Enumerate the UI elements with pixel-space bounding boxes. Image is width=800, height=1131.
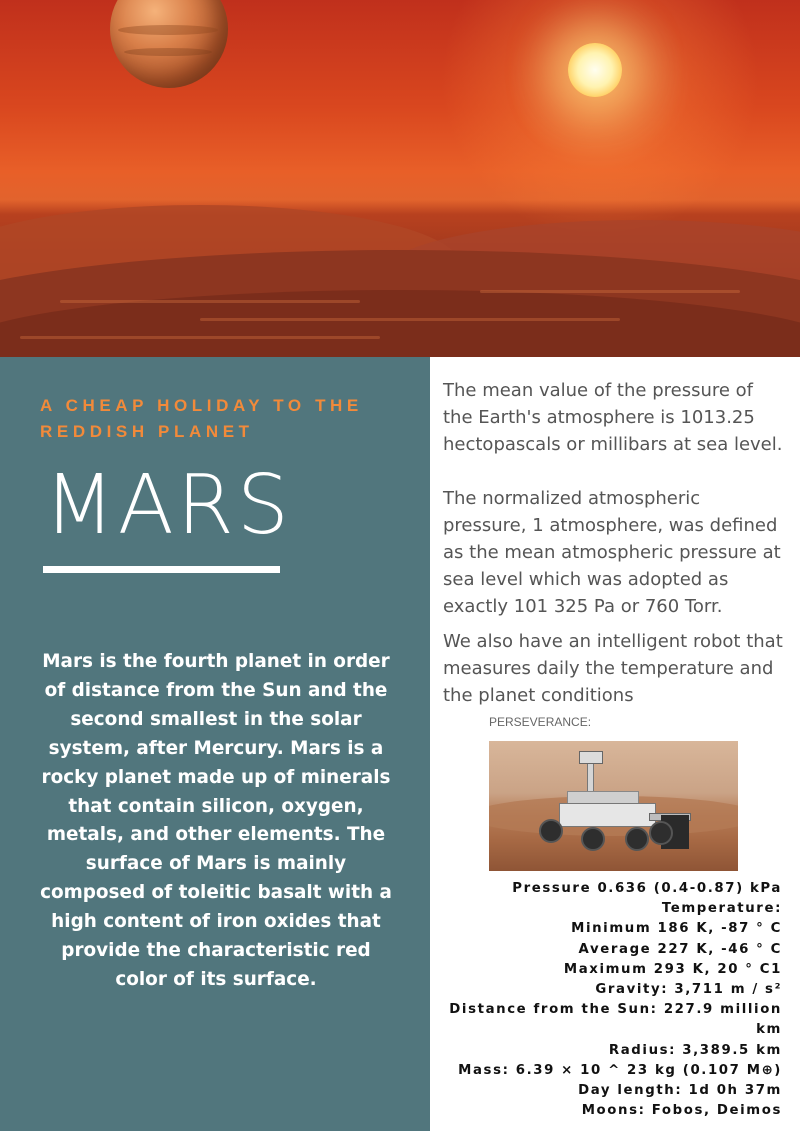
- stat-line: Radius: 3,389.5 km: [608, 1042, 782, 1058]
- kicker-line: REDDISH PLANET: [40, 422, 254, 441]
- rover-label: PERSEVERANCE:: [489, 715, 592, 729]
- rover-image: [489, 741, 738, 871]
- sun-glow: [440, 0, 760, 240]
- stat-line: Average 227 K, -46 ° C: [578, 941, 782, 957]
- terrain-streak: [200, 318, 620, 321]
- atmosphere-paragraph: The normalized atmospheric pressure, 1 atmosphere, was defined as the mean atmospheric pressure at sea level which was adopted as exactly 101 325 Pa or 760 Torr.: [443, 488, 781, 617]
- stat-line: Distance from the Sun: 227.9 million km: [449, 1002, 782, 1038]
- pressure-paragraph: The mean value of the pressure of the Earth's atmosphere is 1013.25 hectopascals or millibars at sea level.: [443, 380, 783, 455]
- terrain-streak: [60, 300, 360, 303]
- title-underline: [43, 566, 280, 573]
- hero-image: [0, 0, 800, 357]
- stat-line: Gravity: 3,711 m / s²: [595, 982, 782, 998]
- mars-description: Mars is the fourth planet in order of distance from the Sun and the second smallest in the solar system, after Mercury. Mars is a rocky planet made up of minerals that contain silicon, oxygen, metals, and other elements. The surface of Mars is mainly composed of toleitic basalt with a high content of iron oxides that provide the characteristic red color of its surface.: [40, 651, 392, 990]
- terrain-streak: [480, 290, 740, 293]
- stat-line: Maximum 293 K, 20 ° C1: [563, 961, 782, 977]
- kicker-heading: [40, 393, 410, 445]
- distant-planet: [110, 0, 228, 88]
- stat-line: Mass: 6.39 × 10 ^ 23 kg (0.107 M⊕): [458, 1062, 782, 1078]
- mars-stats: [437, 879, 782, 1121]
- terrain-streak: [20, 336, 380, 339]
- robot-paragraph: We also have an intelligent robot that measures daily the temperature and the planet conditions: [443, 631, 783, 706]
- stat-line: Pressure 0.636 (0.4-0.87) kPa: [512, 881, 782, 896]
- stat-line: Day length: 1d 0h 37m: [578, 1083, 782, 1099]
- stat-line: Moons: Fobos, Deimos: [581, 1103, 782, 1119]
- page-title: MARS: [44, 458, 292, 553]
- kicker-line: A CHEAP HOLIDAY TO THE: [40, 396, 363, 415]
- sun: [568, 43, 622, 97]
- stat-line: Minimum 186 K, -87 ° C: [571, 921, 782, 937]
- stat-line: Temperature:: [661, 901, 782, 917]
